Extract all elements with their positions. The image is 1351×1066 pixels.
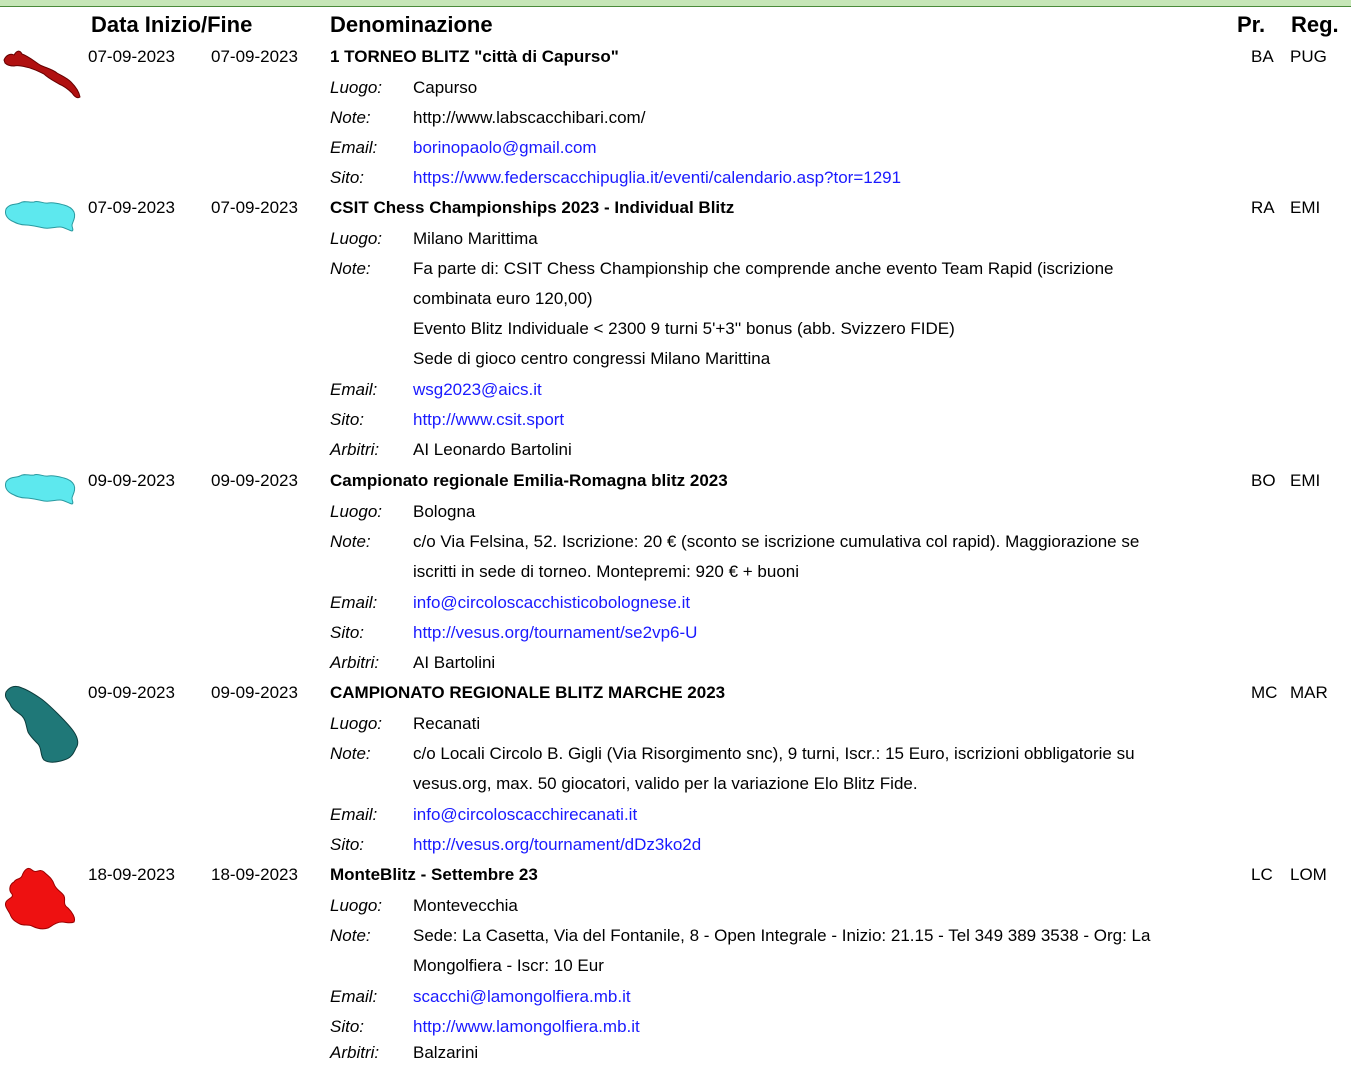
header-province: Pr. — [1237, 12, 1266, 37]
province: BO — [1251, 471, 1276, 490]
event-title: MonteBlitz - Settembre 23 — [330, 865, 538, 884]
place-label: Luogo: — [330, 502, 382, 521]
site-link[interactable]: http://www.lamongolfiera.mb.it — [413, 1017, 640, 1036]
referees-value: Balzarini — [413, 1043, 479, 1062]
notes-label: Note: — [330, 259, 371, 278]
email-link[interactable]: scacchi@lamongolfiera.mb.it — [413, 987, 631, 1006]
site-link[interactable]: https://www.federscacchipuglia.it/eventi/calendario.asp?tor=1291 — [413, 168, 902, 187]
region-map-icon — [2, 46, 82, 101]
site-label: Sito: — [330, 410, 365, 429]
email-label: Email: — [330, 805, 378, 824]
place-value: Bologna — [413, 502, 476, 521]
notes-label: Note: — [330, 108, 371, 127]
emilia-map-shape — [5, 201, 74, 231]
email-label: Email: — [330, 987, 378, 1006]
site-label: Sito: — [330, 1017, 365, 1036]
region: PUG — [1290, 47, 1327, 66]
referees-value: AI Leonardo Bartolini — [413, 440, 572, 459]
end-date: 07-09-2023 — [211, 198, 298, 217]
region: EMI — [1290, 198, 1321, 217]
site-link[interactable]: http://vesus.org/tournament/se2vp6-U — [413, 623, 698, 642]
event-title: CAMPIONATO REGIONALE BLITZ MARCHE 2023 — [330, 683, 726, 702]
site-link[interactable]: http://vesus.org/tournament/dDz3ko2d — [413, 835, 702, 854]
notes-line: Sede di gioco centro congressi Milano Marittina — [413, 349, 771, 368]
start-date: 09-09-2023 — [88, 471, 175, 490]
referees-label: Arbitri: — [330, 653, 380, 672]
place-label: Luogo: — [330, 714, 382, 733]
region-map-icon — [2, 470, 82, 510]
header-date: Data Inizio/Fine — [91, 12, 253, 37]
email-link[interactable]: wsg2023@aics.it — [413, 380, 542, 399]
region: MAR — [1290, 683, 1328, 702]
region-map-icon — [2, 197, 82, 237]
region: EMI — [1290, 471, 1321, 490]
region-map-icon — [2, 864, 82, 934]
end-date: 07-09-2023 — [211, 47, 298, 66]
province: BA — [1251, 47, 1274, 66]
site-label: Sito: — [330, 168, 365, 187]
notes-line: c/o Locali Circolo B. Gigli (Via Risorgimento snc), 9 turni, Iscr.: 15 Euro, iscrizioni obbligatorie su — [413, 744, 1135, 763]
notes-line: Evento Blitz Individuale < 2300 9 turni 5'+3'' bonus (abb. Svizzero FIDE) — [413, 319, 955, 338]
referees-label: Arbitri: — [330, 1043, 380, 1062]
referees-value: AI Bartolini — [413, 653, 496, 672]
email-label: Email: — [330, 138, 378, 157]
region: LOM — [1290, 865, 1327, 884]
event-title: 1 TORNEO BLITZ "città di Capurso" — [330, 47, 619, 66]
puglia-map-shape — [4, 51, 80, 98]
email-link[interactable]: info@circoloscacchirecanati.it — [413, 805, 638, 824]
province: RA — [1251, 198, 1275, 217]
start-date: 18-09-2023 — [88, 865, 175, 884]
place-label: Luogo: — [330, 229, 382, 248]
place-label: Luogo: — [330, 896, 382, 915]
notes-label: Note: — [330, 926, 371, 945]
referees-label: Arbitri: — [330, 440, 380, 459]
notes-label: Note: — [330, 744, 371, 763]
start-date: 07-09-2023 — [88, 47, 175, 66]
notes-line: http://www.labscacchibari.com/ — [413, 108, 646, 127]
place-label: Luogo: — [330, 78, 382, 97]
event-title: Campionato regionale Emilia-Romagna blitz 2023 — [330, 471, 728, 490]
site-link[interactable]: http://www.csit.sport — [413, 410, 565, 429]
notes-line: Sede: La Casetta, Via del Fontanile, 8 - Open Integrale - Inizio: 21.15 - Tel 349 389 3538 - Org: La — [413, 926, 1151, 945]
notes-line: Fa parte di: CSIT Chess Championship che comprende anche evento Team Rapid (iscrizione — [413, 259, 1114, 278]
province: MC — [1251, 683, 1278, 702]
notes-line: iscritti in sede di torneo. Montepremi: 920 € + buoni — [413, 562, 800, 581]
place-value: Recanati — [413, 714, 481, 733]
header-name: Denominazione — [330, 12, 493, 37]
lombardia-map-shape — [5, 868, 74, 928]
header-region: Reg. — [1291, 12, 1339, 37]
place-value: Capurso — [413, 78, 478, 97]
province: LC — [1251, 865, 1273, 884]
event-title: CSIT Chess Championships 2023 - Individual Blitz — [330, 198, 735, 217]
notes-line: Mongolfiera - Iscr: 10 Eur — [413, 956, 604, 975]
site-label: Sito: — [330, 623, 365, 642]
end-date: 18-09-2023 — [211, 865, 298, 884]
email-link[interactable]: info@circoloscacchisticobolognese.it — [413, 593, 691, 612]
start-date: 07-09-2023 — [88, 198, 175, 217]
start-date: 09-09-2023 — [88, 683, 175, 702]
notes-label: Note: — [330, 532, 371, 551]
end-date: 09-09-2023 — [211, 471, 298, 490]
notes-line: vesus.org, max. 50 giocatori, valido per la variazione Elo Blitz Fide. — [413, 774, 918, 793]
notes-line: c/o Via Felsina, 52. Iscrizione: 20 € (sconto se iscrizione cumulativa col rapid). Maggiorazione se — [413, 532, 1140, 551]
email-label: Email: — [330, 593, 378, 612]
email-label: Email: — [330, 380, 378, 399]
end-date: 09-09-2023 — [211, 683, 298, 702]
site-label: Sito: — [330, 835, 365, 854]
marche-map-shape — [5, 686, 77, 762]
place-value: Montevecchia — [413, 896, 518, 915]
emilia-map-shape — [5, 474, 74, 504]
place-value: Milano Marittima — [413, 229, 538, 248]
email-link[interactable]: borinopaolo@gmail.com — [413, 138, 597, 157]
column-header — [0, 10, 1351, 40]
top-bar — [0, 0, 1351, 7]
notes-line: combinata euro 120,00) — [413, 289, 593, 308]
region-map-icon — [2, 682, 82, 772]
